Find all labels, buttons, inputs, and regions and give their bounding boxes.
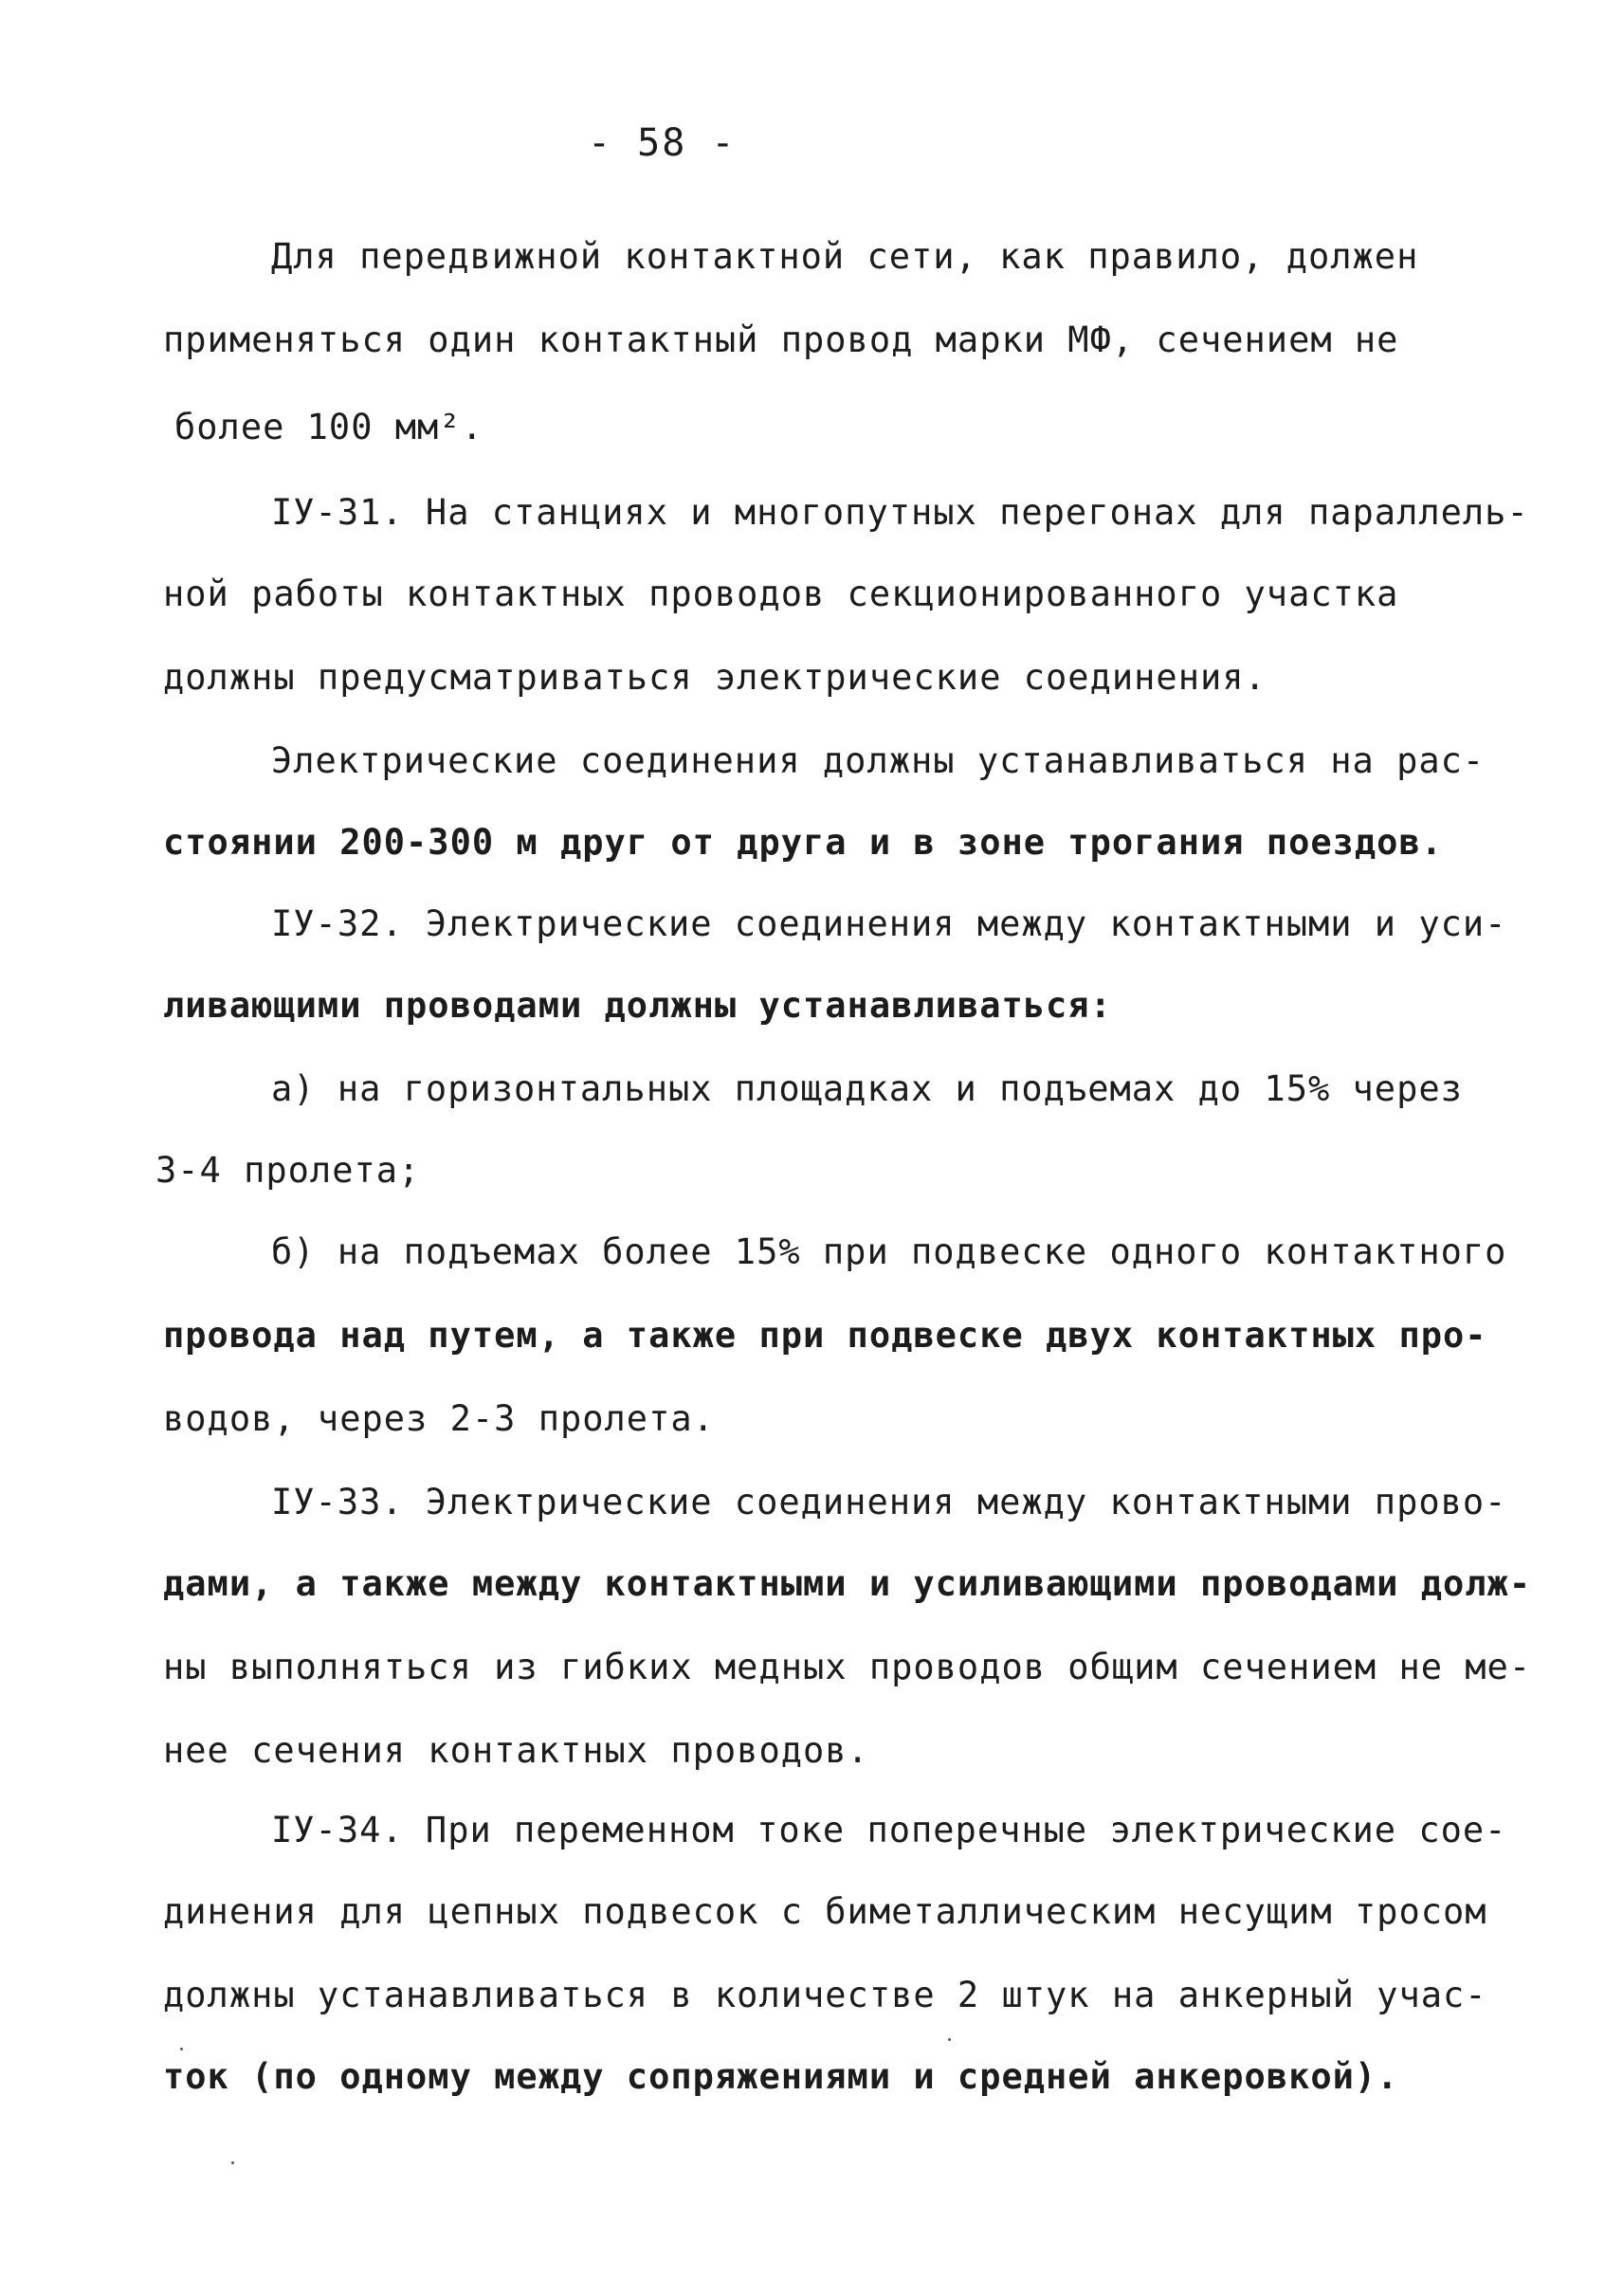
scan-speck [180,2048,183,2050]
text-line: применяться один контактный провод марки МФ, сечением не [163,319,1399,360]
text-line: водов, через 2-3 пролета. [163,1398,715,1439]
text-line: провода над путем, а также при подвеске двух контактных про- [163,1315,1487,1356]
text-line: ной работы контактных проводов секционированного участка [163,574,1399,614]
paragraph-lead-line: IУ-33. Электрические соединения между контактными прово- [271,1482,1507,1522]
text-line: стоянии 200-300 м друг от друга и в зоне трогания поездов. [163,822,1444,863]
list-item-line: б) на подъемах более 15% при подвеске одного контактного [271,1231,1507,1272]
text-line: должны устанавливаться в количестве 2 штук на анкерный учас- [163,1975,1487,2015]
paragraph-lead-line: IУ-31. На станциях и многопутных перегонах для параллель- [271,492,1529,533]
text-line: Для передвижной контактной сети, как правило, должен [271,236,1419,277]
paragraph-lead-line: IУ-32. Электрические соединения между контактными и уси- [271,903,1507,944]
text-line: 3-4 пролета; [155,1150,421,1191]
page-number: - 58 - [588,121,737,165]
text-line: ток (по одному между сопряжениями и средней анкеровкой). [163,2056,1399,2097]
text-line: более 100 мм². [174,407,483,447]
paragraph-lead-line: IУ-34. При переменном токе поперечные электрические сое- [271,1810,1507,1850]
text-line: дами, а также между контактными и усиливающими проводами долж- [163,1563,1532,1604]
text-line: должны предусматриваться электрические соединения. [163,657,1267,698]
text-line: ливающими проводами должны устанавливаться: [163,985,1112,1026]
scan-speck [231,2161,234,2164]
text-line: динения для цепных подвесок с биметаллическим несущим тросом [163,1891,1487,1932]
list-item-line: а) на горизонтальных площадках и подъемах до 15% через [271,1068,1463,1109]
text-line: ны выполняться из гибких медных проводов общим сечением не ме- [163,1647,1532,1687]
scan-speck [948,2038,951,2041]
paragraph-lead-line: Электрические соединения должны устанавливаться на рас- [271,740,1486,781]
text-line: нее сечения контактных проводов. [163,1730,869,1771]
